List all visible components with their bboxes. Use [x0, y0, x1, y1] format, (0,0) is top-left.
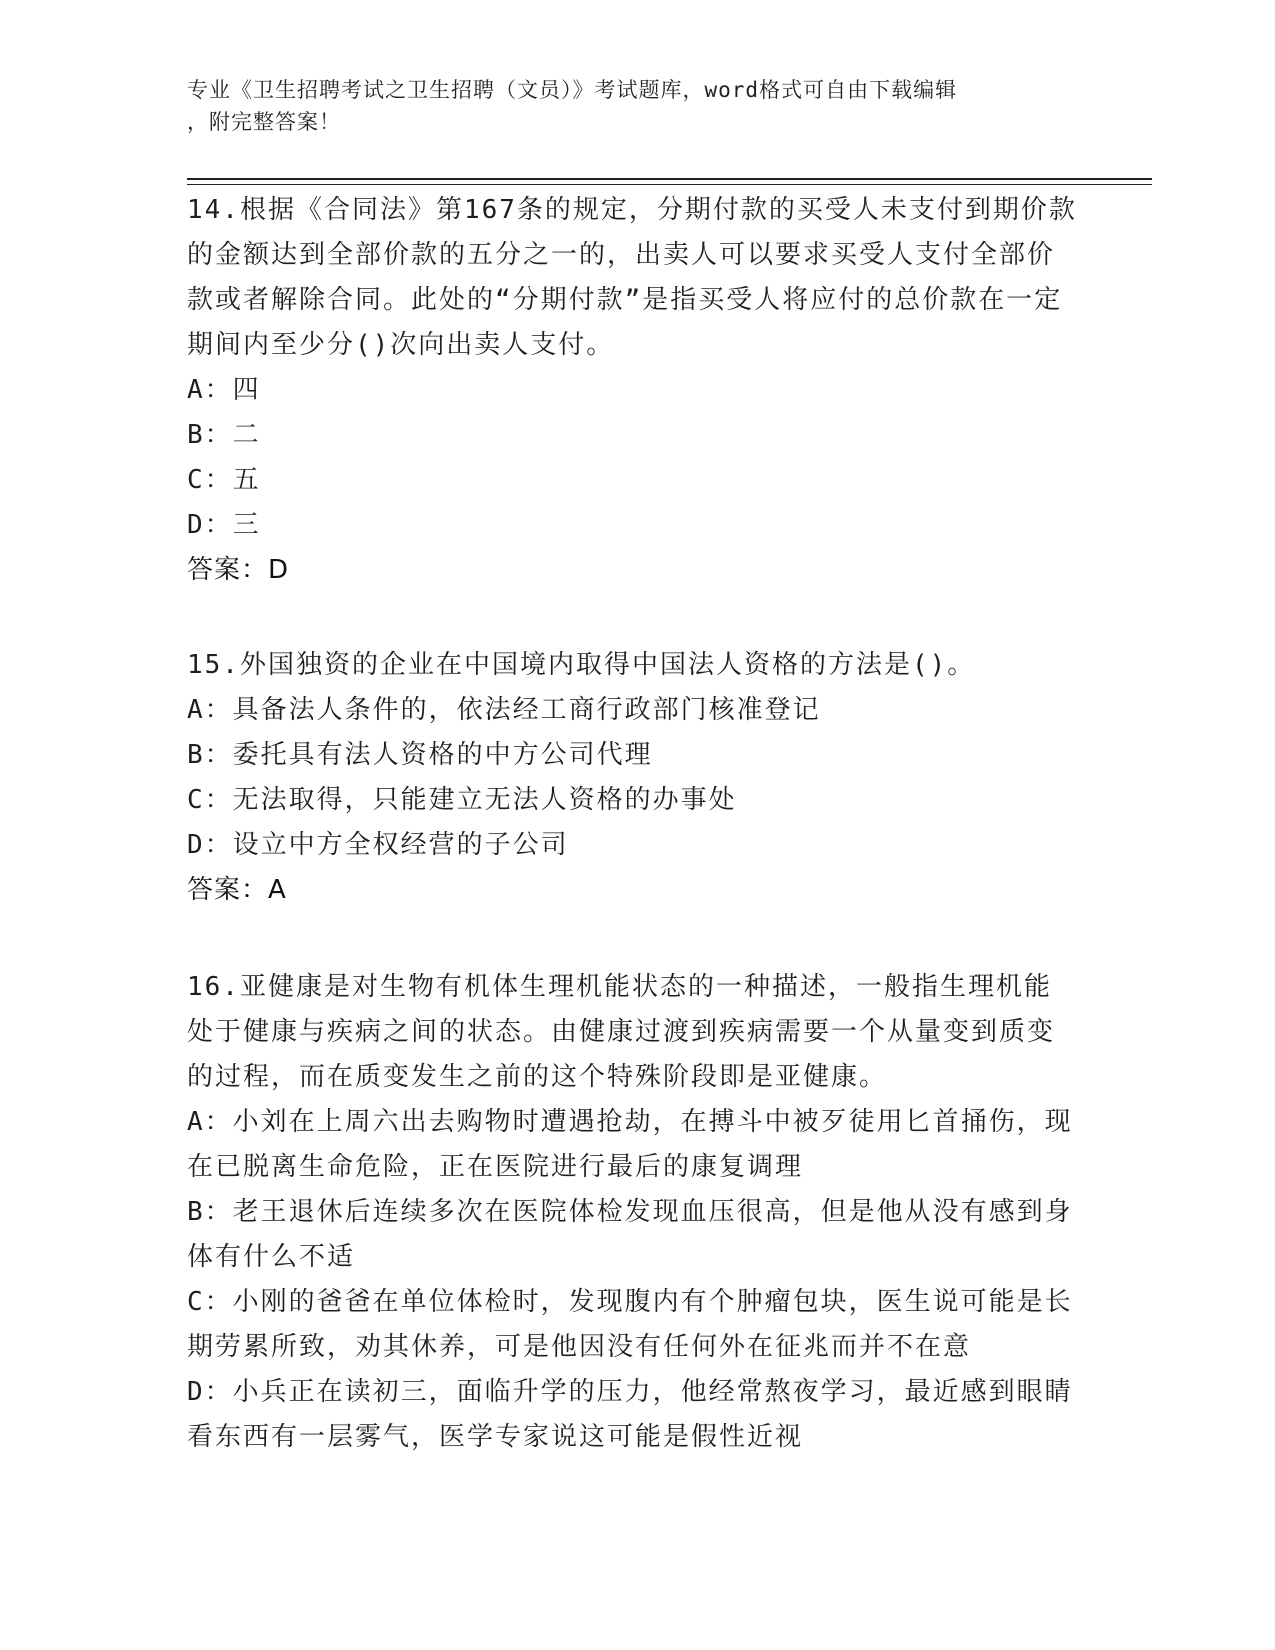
option-d: D：设立中方全权经营的子公司	[187, 830, 569, 860]
header-divider-thick	[187, 178, 1152, 180]
header-line-1: 专业《卫生招聘考试之卫生招聘（文员）》考试题库，word格式可自由下载编辑	[187, 78, 958, 102]
option-d: D：三	[187, 510, 261, 540]
question-stem: 15.外国独资的企业在中国境内取得中国法人资格的方法是()。	[187, 650, 976, 680]
option-c: C：无法取得，只能建立无法人资格的办事处	[187, 785, 737, 815]
answer-line: 答案：A	[187, 875, 287, 905]
option-a: A：四	[187, 375, 261, 405]
question-stem: 16.亚健康是对生物有机体生理机能状态的一种描述，一般指生理机能处于健康与疾病之间的状态。由健康过渡到疾病需要一个从量变到质变的过程，而在质变发生之前的这个特殊阶段即是亚健康。	[187, 972, 1056, 1092]
document-header	[187, 74, 1067, 138]
option-c: C：五	[187, 465, 261, 495]
question-stem: 14.根据《合同法》第167条的规定，分期付款的买受人未支付到期价款的金额达到全部价款的五分之一的，出卖人可以要求买受人支付全部价款或者解除合同。此处的“分期付款”是指买受人将应付的总价款在一定期间内至少分()次向出卖人支付。	[187, 195, 1077, 360]
option-d: D：小兵正在读初三，面临升学的压力，他经常熬夜学习，最近感到眼睛看东西有一层雾气，医学专家说这可能是假性近视	[187, 1377, 1073, 1452]
answer-line: 答案：D	[187, 555, 290, 585]
question-16	[187, 965, 1077, 1460]
question-15	[187, 643, 1077, 913]
header-line-2: ，附完整答案！	[187, 110, 341, 134]
option-b: B：二	[187, 420, 261, 450]
option-b: B：老王退休后连续多次在医院体检发现血压很高，但是他从没有感到身体有什么不适	[187, 1197, 1073, 1272]
option-b: B：委托具有法人资格的中方公司代理	[187, 740, 653, 770]
option-a: A：小刘在上周六出去购物时遭遇抢劫，在搏斗中被歹徒用匕首捅伤，现在已脱离生命危险，正在医院进行最后的康复调理	[187, 1107, 1073, 1182]
option-c: C：小刚的爸爸在单位体检时，发现腹内有个肿瘤包块，医生说可能是长期劳累所致，劝其休养，可是他因没有任何外在征兆而并不在意	[187, 1287, 1073, 1362]
question-14	[187, 188, 1077, 593]
header-divider-thin	[187, 184, 1152, 185]
option-a: A：具备法人条件的，依法经工商行政部门核准登记	[187, 695, 821, 725]
